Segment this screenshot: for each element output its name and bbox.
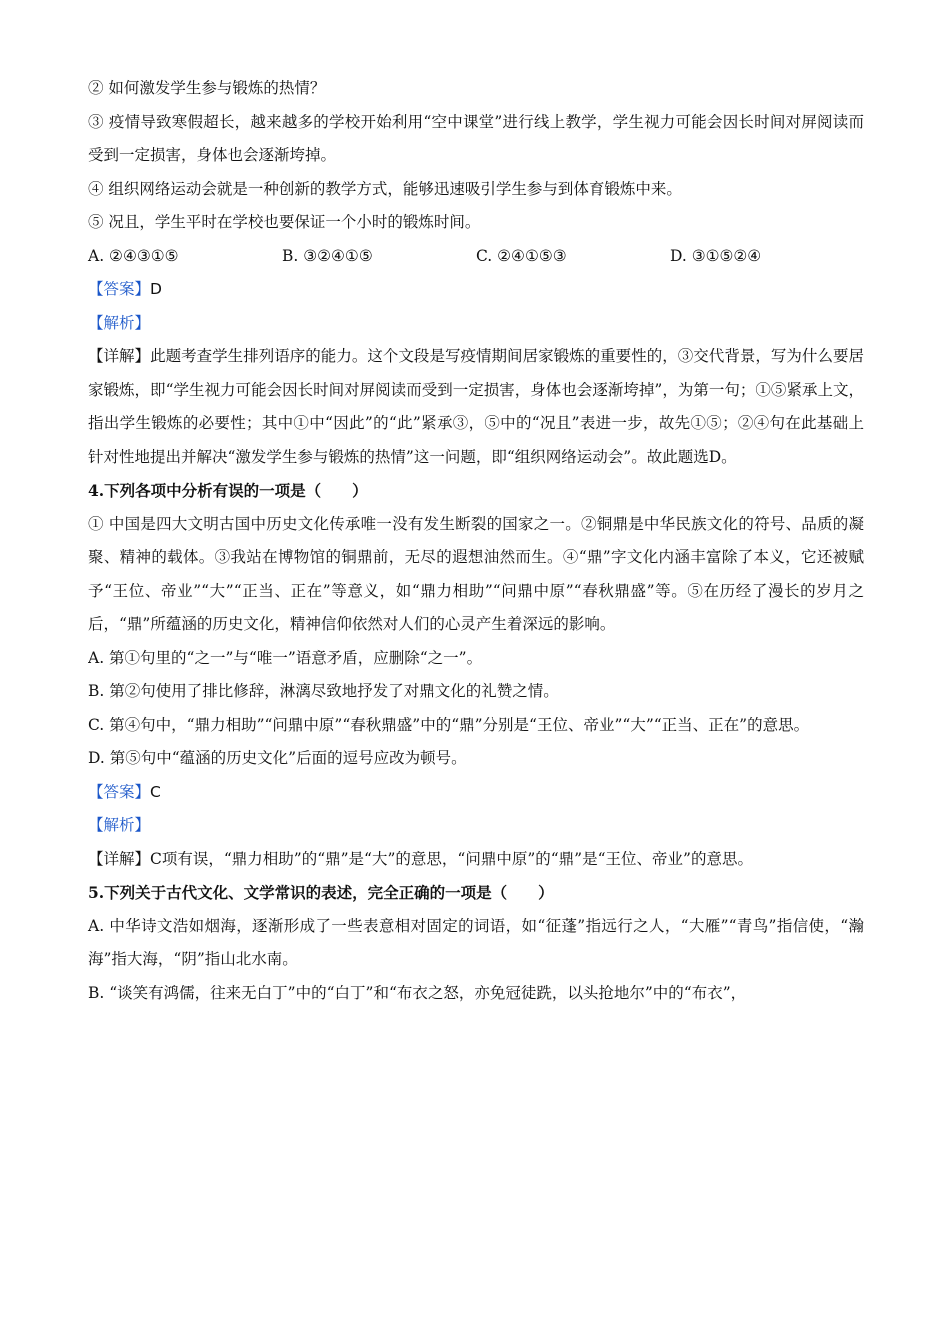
q3-analysis-label: 【解析】 — [88, 313, 151, 332]
q4-analysis-label: 【解析】 — [88, 816, 151, 834]
q5-option-a: A. 中华诗文浩如烟海，逐渐形成了一些表意相对固定的词语，如“征蓬”指远行之人，“大雁”“青鸟”指信使，“瀚海”指大海，“阴”指山北水南。 — [88, 916, 864, 968]
q4-option-d: D. 第⑤句中“蕴涵的历史文化”后面的逗号应改为顿号。 — [88, 749, 467, 767]
q3-detail: 【详解】此题考查学生排列语序的能力。这个文段是写疫情期间居家锻炼的重要性的，③交代背景，写为什么要居家锻炼，即“学生视力可能会因长时间对屏阅读而受到一定损害，身体也会逐渐垮掉”，为第一句；①⑤紧承上文，指出学生锻炼的必要性；其中①中“因此”的“此”紧承③，⑤中的“况且”表进一步，故先①⑤；②④句在此基础上针对性地提出并解决“激发学生参与锻炼的热情”这一问题，即“组织网络运动会”。故此题选D。 — [88, 347, 864, 466]
answer-label: 【答案】 — [88, 280, 151, 298]
q3-option-b: B. ③②④①⑤ — [282, 246, 373, 265]
q4-option-b: B. 第②句使用了排比修辞，淋漓尽致地抒发了对鼎文化的礼赞之情。 — [88, 682, 559, 700]
q4-answer — [88, 776, 864, 810]
q4-detail: 【详解】C项有误，“鼎力相助”的“鼎”是“大”的意思，“问鼎中原”的“鼎”是“王位、帝业”的意思。 — [88, 849, 753, 868]
document-page — [88, 72, 864, 1010]
q3-sentence-3: ③ 疫情导致寒假超长，越来越多的学校开始利用“空中课堂”进行线上教学，学生视力可能会因长时间对屏阅读而受到一定损害，身体也会逐渐垮掉。 — [88, 112, 864, 164]
answer-value: C — [150, 782, 161, 801]
q3-option-c: C. ②④①⑤③ — [476, 246, 567, 265]
q3-option-a: A. ②④③①⑤ — [88, 246, 179, 265]
q4-passage: ① 中国是四大文明古国中历史文化传承唯一没有发生断裂的国家之一。②铜鼎是中华民族文化的符号、品质的凝聚、精神的载体。③我站在博物馆的铜鼎前，无尽的遐想油然而生。④“鼎”字文化内涵丰富除了本义，它还被赋予“王位、帝业”“大”“正当、正在”等意义，如“鼎力相助”“问鼎中原”“春秋鼎盛”等。⑤在历经了漫长的岁月之后，“鼎”所蕴涵的历史文化，精神信仰依然对人们的心灵产生着深远的影响。 — [88, 514, 864, 633]
q3-option-d: D. ③①⑤②④ — [670, 246, 762, 265]
answer-label: 【答案】 — [88, 782, 151, 801]
q4-option-c: C. 第④句中，“鼎力相助”“问鼎中原”“春秋鼎盛”中的“鼎”分别是“王位、帝业”“大”“正当、正在”的意思。 — [88, 715, 810, 734]
answer-value: D — [150, 280, 162, 298]
q3-options — [88, 240, 864, 274]
q4-title: 4.下列各项中分析有误的一项是（ ） — [88, 481, 368, 500]
q5-option-b: B. “谈笑有鸿儒，往来无白丁”中的“白丁”和“布衣之怒，亦免冠徒跣，以头抢地尔”中的“布衣”， — [88, 983, 747, 1002]
q3-sentence-2: ② 如何激发学生参与锻炼的热情？ — [88, 79, 326, 97]
q3-sentence-4: ④ 组织网络运动会就是一种创新的教学方式，能够迅速吸引学生参与到体育锻炼中来。 — [88, 179, 682, 198]
q4-option-a: A. 第①句里的“之一”与“唯一”语意矛盾，应删除“之一”。 — [88, 648, 483, 667]
q3-sentence-5: ⑤ 况且，学生平时在学校也要保证一个小时的锻炼时间。 — [88, 213, 481, 231]
q5-title: 5.下列关于古代文化、文学常识的表述，完全正确的一项是（ ） — [88, 883, 554, 902]
q3-answer — [88, 273, 864, 307]
